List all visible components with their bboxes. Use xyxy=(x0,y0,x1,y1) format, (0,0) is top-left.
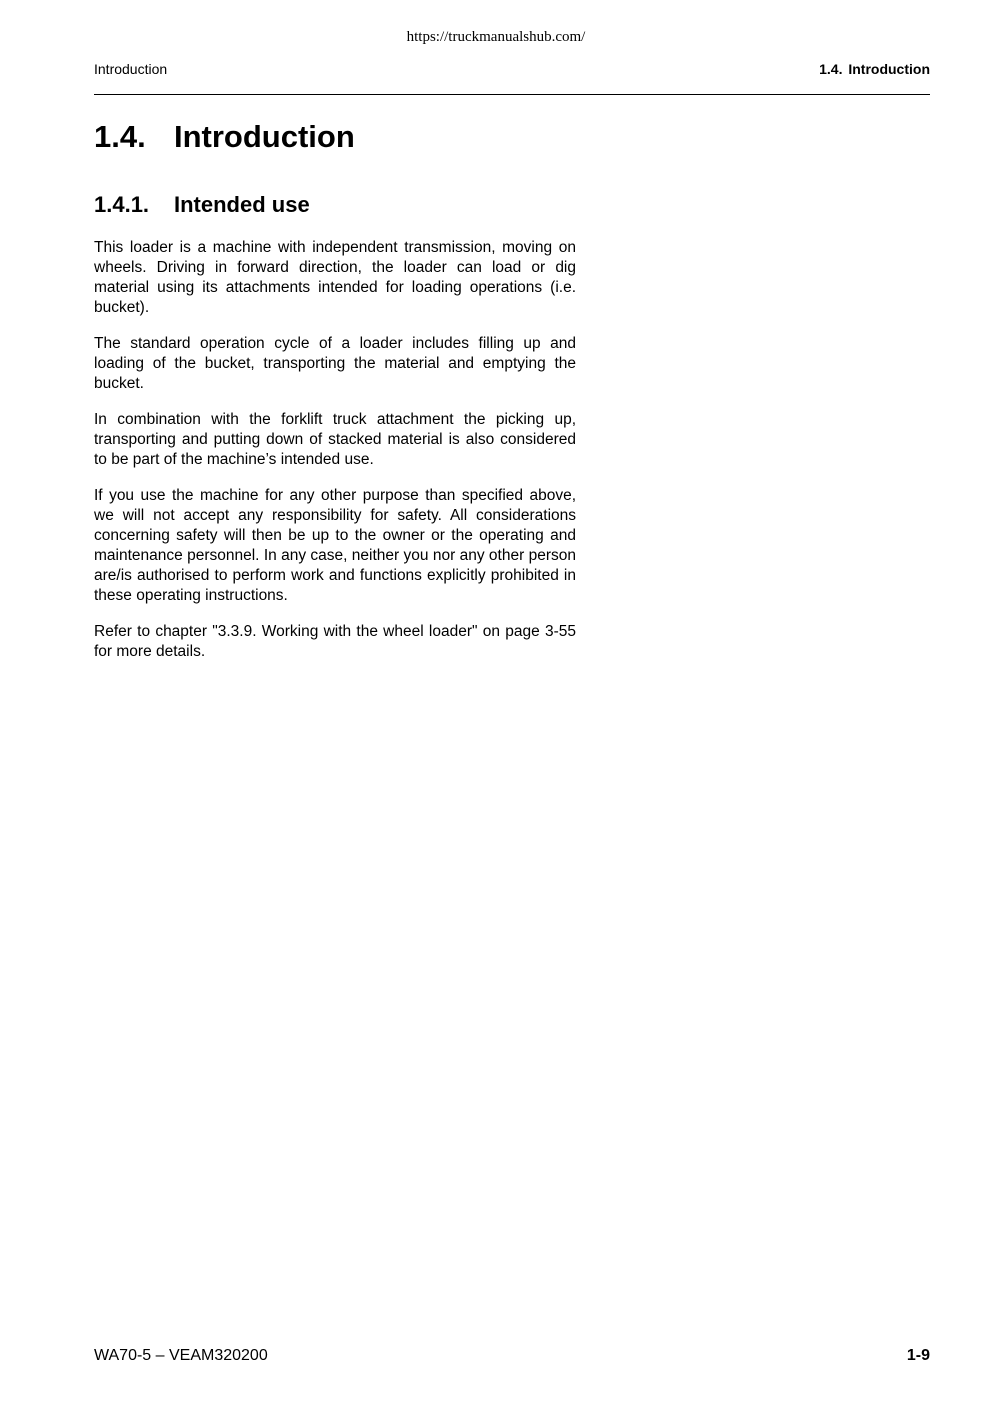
subsection-heading xyxy=(94,191,310,219)
paragraph: In combination with the forklift truck attachment the picking up, transporting and putting down of stacked material is also considered to be part of the machine’s intended use. xyxy=(94,411,576,468)
body-text xyxy=(94,238,576,678)
section-heading xyxy=(94,118,355,156)
watermark-url: https://truckmanualshub.com/ xyxy=(406,29,586,45)
header-divider xyxy=(94,94,930,95)
paragraph: This loader is a machine with independent transmission, moving on wheels. Driving in forward direction, the loader can load or dig material using its attachments intended for loading operations (i.e. bucket). xyxy=(94,239,576,316)
subsection-title: Intended use xyxy=(174,192,310,217)
section-title: Introduction xyxy=(174,119,355,154)
paragraph: The standard operation cycle of a loader includes filling up and loading of the bucket, transporting the material and emptying the bucket. xyxy=(94,335,576,392)
paragraph-cross-reference: Refer to chapter "3.3.9. Working with the wheel loader" on page 3-55 for more details. xyxy=(94,623,576,660)
section-number: 1.4. xyxy=(94,119,146,154)
paragraph: If you use the machine for any other purpose than specified above, we will not accept any responsibility for safety. All considerations concerning safety will then be up to the owner or the operating and maintenance personnel. In any case, neither you nor any other person are/is authorised to perform work and functions explicitly prohibited in these operating instructions. xyxy=(94,487,576,604)
running-header-section: 1.4. Introduction xyxy=(819,61,930,77)
page-number: 1-9 xyxy=(906,1347,930,1364)
footer-model-code: WA70-5 – VEAM320200 xyxy=(94,1347,268,1364)
running-header-chapter: Introduction xyxy=(94,61,168,77)
subsection-number: 1.4.1. xyxy=(94,192,150,217)
